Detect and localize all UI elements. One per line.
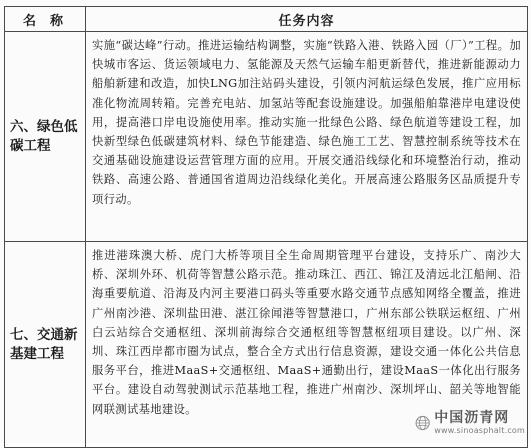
watermark-url: www.sinoasphalt.com — [434, 426, 525, 435]
task-table — [4, 6, 528, 448]
watermark-title: 中国沥青网 — [434, 410, 510, 426]
row-content-cell: 实施“碳达峰”行动。推进运输结构调整，实施“铁路入港、铁路入园（厂）”工程。加快城市客运、货运领域电力、氢能源及天然气运输车船更新替代，推进新能源动力船舶新建和改造，加快LNG加注站码头建设，引领内河航运绿色发展，推广应用标准化物流周转箱。完善充电站、加氢站等配套设施建设。加强船舶靠港岸电建设使用，提高港口岸电设施使用率。推动实施一批绿色公路、绿色航道等建设工程，加快新型绿色低碳建筑材料、绿色节能建造、绿色施工工艺、智慧控制系统等技术在交通基础设施建设运营管理方面的应用。开展交通沿线绿化和环境整治行动，推动铁路、高速公路、普通国省道周边沿线绿化美化。开展高速公路服务区品质提升专项行动。 — [86, 32, 528, 242]
row-name-cell: 六、绿色低碳工程 — [5, 32, 86, 242]
table-header-row — [5, 7, 528, 32]
row-content-cell: 推进港珠澳大桥、虎门大桥等项目全生命周期管理平台建设，支持乐广、南沙大桥、深圳外环、机荷等智慧公路示范。推动珠江、西江、锦江及清远北江船闸、沿海重要航道、沿海及内河主要港口码头等重要水路交通节点感知网络全覆盖，推进广州南沙港、深圳盐田港、湛江徐闻港等智慧港口，广州东部公铁联运枢纽、广州白云站综合交通枢纽、深圳前海综合交通枢纽等智慧枢纽项目建设。以广州、深圳、珠江西岸都市圈为试点，整合全方式出行信息资源，建设交通一体化公共信息服务平台，推进MaaS+交通枢纽、MaaS+通勤出行，建设MaaS一体化出行服务平台。建设自动驾驶测试示范基地工程，推进广州南沙、深圳坪山、韶关等地智能网联测试基地建设。 — [86, 242, 528, 448]
row-name-cell: 七、交通新基建工程 — [5, 242, 86, 448]
header-content-cell: 任务内容 — [86, 7, 528, 32]
table-row — [5, 32, 528, 242]
globe-logo-icon — [415, 412, 430, 434]
watermark — [415, 409, 525, 437]
header-name-cell: 名称 — [5, 7, 86, 32]
